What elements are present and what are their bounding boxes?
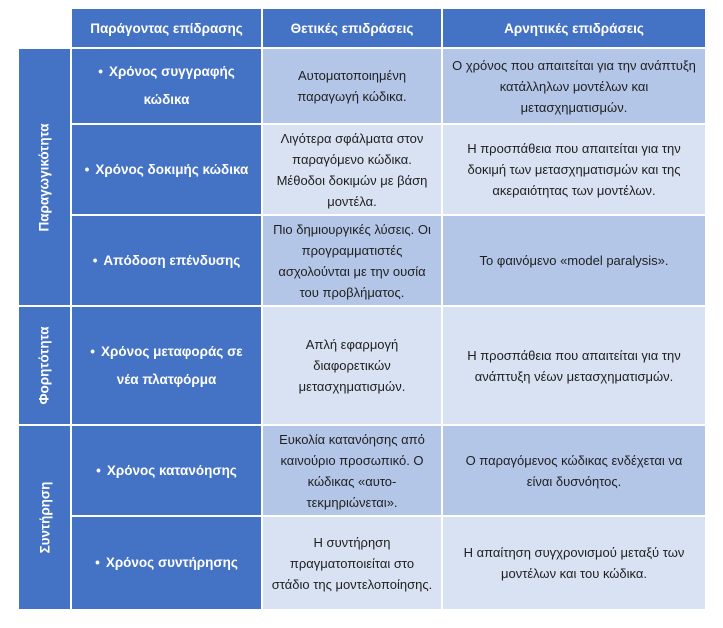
factor-cell — [72, 426, 261, 515]
factor-label: Χρόνος συντήρησης — [105, 555, 238, 570]
header-negative: Αρνητικές επιδράσεις — [443, 9, 705, 47]
bullet-icon: • — [90, 343, 95, 359]
header-factor: Παράγοντας επίδρασης — [72, 9, 261, 47]
factor-cell — [72, 517, 261, 609]
positive-cell: Απλή εφαρμογή διαφορετικών μετασχηματισμών. — [263, 307, 441, 424]
category-productivity — [19, 49, 70, 305]
positive-cell: Αυτοματοποιημένη παραγωγή κώδικα. — [263, 49, 441, 123]
factor-label: Χρόνος κατανόησης — [106, 462, 237, 478]
factor-cell — [72, 216, 261, 305]
bullet-icon: • — [96, 462, 101, 478]
bullet-icon: • — [84, 161, 90, 177]
negative-cell: Η προσπάθεια που απαιτείται για την ανάπτυξη νέων μετασχηματισμών. — [443, 307, 705, 424]
factor-cell — [72, 125, 261, 214]
factor-cell — [72, 49, 261, 123]
factor-cell — [72, 307, 261, 424]
positive-cell: Ευκολία κατανόησης από καινούριο προσωπικό. Ο κώδικας «αυτο-τεκμηριώνεται». — [263, 426, 441, 515]
header-positive: Θετικές επιδράσεις — [263, 9, 441, 47]
positive-cell: Πιο δημιουργικές λύσεις. Οι προγραμματιστές ασχολούνται με την ουσία του προβλήματος. — [263, 216, 441, 305]
bullet-icon: • — [95, 555, 100, 570]
positive-cell: Η συντήρηση πραγματοποιείται στο στάδιο της μοντελοποίησης. — [263, 517, 441, 609]
category-portability — [19, 307, 70, 424]
category-maintenance — [19, 426, 70, 609]
negative-cell: Η απαίτηση συγχρονισμού μεταξύ των μοντέλων και του κώδικα. — [443, 517, 705, 609]
positive-cell: Λιγότερα σφάλματα στον παραγόμενο κώδικα. Μέθοδοι δοκιμών με βάση μοντέλα. — [263, 125, 441, 214]
negative-cell: Ο παραγόμενος κώδικας ενδέχεται να είναι δυσνόητος. — [443, 426, 705, 515]
factor-label: Απόδοση επένδυσης — [103, 252, 241, 268]
negative-cell: Το φαινόμενο «model paralysis». — [443, 216, 705, 305]
factor-label: Χρόνος δοκιμής κώδικα — [95, 161, 249, 177]
negative-cell: Η προσπάθεια που απαιτείται για την δοκιμή των μετασχηματισμών και της ακεραιότητας των μοντέλων. — [443, 125, 705, 214]
bullet-icon: • — [98, 64, 103, 79]
category-label: Συντήρηση — [37, 481, 53, 554]
bullet-icon: • — [92, 252, 98, 268]
negative-cell: Ο χρόνος που απαιτείται για την ανάπτυξη κατάλληλων μοντέλων και μετασχηματισμών. — [443, 49, 705, 123]
category-label: Παραγωγικότητα — [37, 122, 53, 232]
category-label: Φορητότητα — [37, 326, 53, 405]
factor-label: Χρόνος μεταφοράς σε νέα πλατφόρμα — [101, 343, 243, 387]
factor-label: Χρόνος συγγραφής κώδικα — [108, 64, 235, 107]
